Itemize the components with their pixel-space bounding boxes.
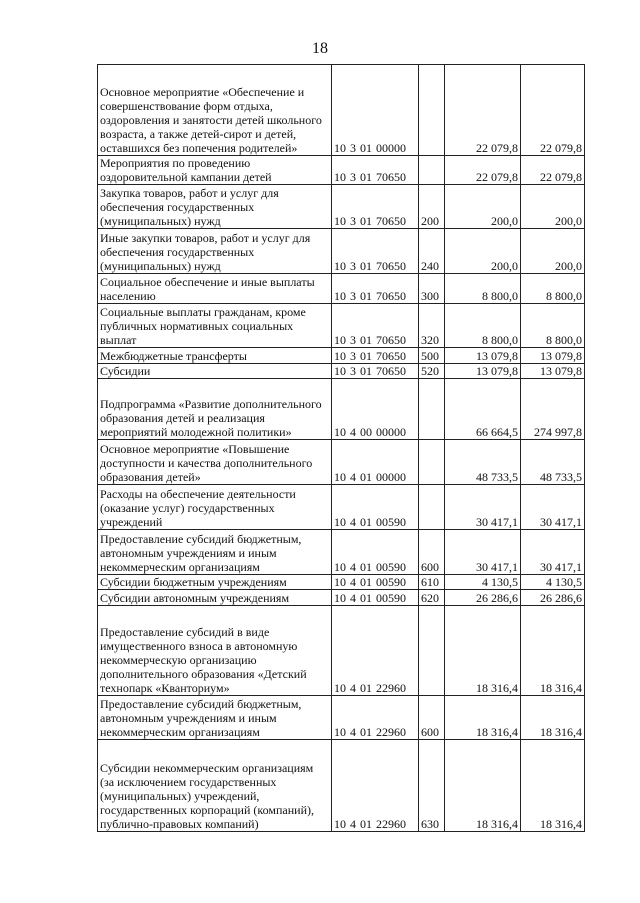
row-code: 10 3 01 70650 (332, 364, 419, 379)
row-name: Предоставление субсидий бюджетным, автономным учреждениям и иным некоммерческим организациям (98, 696, 332, 740)
row-name: Межбюджетные трансферты (98, 348, 332, 364)
row-amount-second: 30 417,1 (521, 485, 585, 530)
table-row (98, 304, 585, 348)
row-code: 10 4 01 00590 (332, 485, 419, 530)
row-amount-second: 4 130,5 (521, 575, 585, 590)
row-amount-first: 8 800,0 (445, 304, 521, 348)
row-amount-first: 18 316,4 (445, 740, 521, 832)
row-amount-second: 30 417,1 (521, 530, 585, 575)
row-code: 10 4 01 00590 (332, 575, 419, 590)
row-name: Закупка товаров, работ и услуг для обеспечения государственных (муниципальных) нужд (98, 185, 332, 229)
row-code: 10 3 01 00000 (332, 65, 419, 156)
row-name: Субсидии бюджетным учреждениям (98, 575, 332, 590)
row-amount-first: 22 079,8 (445, 156, 521, 185)
row-amount-second: 18 316,4 (521, 696, 585, 740)
table-row (98, 379, 585, 440)
table-row (98, 696, 585, 740)
row-amount-first: 48 733,5 (445, 440, 521, 485)
table-row (98, 590, 585, 606)
table-row (98, 65, 585, 156)
row-amount-second: 13 079,8 (521, 364, 585, 379)
row-code: 10 4 01 00590 (332, 590, 419, 606)
row-amount-second: 22 079,8 (521, 65, 585, 156)
row-expense-type: 600 (419, 530, 445, 575)
row-amount-second: 26 286,6 (521, 590, 585, 606)
row-amount-first: 200,0 (445, 185, 521, 229)
row-amount-second: 18 316,4 (521, 606, 585, 696)
row-name: Субсидии некоммерческим организациям (за исключением государственных (муниципальных) учреждений, государственных корпораций (компаний), публично-правовых компаний) (98, 740, 332, 832)
row-amount-first: 8 800,0 (445, 274, 521, 304)
row-code: 10 3 01 70650 (332, 348, 419, 364)
row-code: 10 4 01 22960 (332, 740, 419, 832)
row-expense-type: 520 (419, 364, 445, 379)
row-name: Субсидии автономным учреждениям (98, 590, 332, 606)
row-name: Основное мероприятие «Повышение доступности и качества дополнительного образования детей» (98, 440, 332, 485)
row-amount-first: 30 417,1 (445, 530, 521, 575)
row-amount-second: 8 800,0 (521, 274, 585, 304)
row-amount-second: 18 316,4 (521, 740, 585, 832)
row-code: 10 3 01 70650 (332, 274, 419, 304)
row-amount-second: 22 079,8 (521, 156, 585, 185)
table-row (98, 575, 585, 590)
row-amount-second: 274 997,8 (521, 379, 585, 440)
row-expense-type (419, 379, 445, 440)
table-row (98, 606, 585, 696)
row-expense-type: 320 (419, 304, 445, 348)
row-expense-type (419, 440, 445, 485)
row-name: Предоставление субсидий бюджетным, автономным учреждениям и иным некоммерческим организациям (98, 530, 332, 575)
row-name: Подпрограмма «Развитие дополнительного образования детей и реализация мероприятий молодежной политики» (98, 379, 332, 440)
table-row (98, 274, 585, 304)
row-name: Социальное обеспечение и иные выплаты населению (98, 274, 332, 304)
row-amount-first: 18 316,4 (445, 696, 521, 740)
row-amount-second: 8 800,0 (521, 304, 585, 348)
row-amount-first: 18 316,4 (445, 606, 521, 696)
table-row (98, 485, 585, 530)
row-expense-type: 600 (419, 696, 445, 740)
row-code: 10 4 01 22960 (332, 606, 419, 696)
table-row (98, 364, 585, 379)
row-expense-type (419, 156, 445, 185)
row-code: 10 4 01 00000 (332, 440, 419, 485)
table-row (98, 156, 585, 185)
row-amount-first: 4 130,5 (445, 575, 521, 590)
row-amount-second: 13 079,8 (521, 348, 585, 364)
row-code: 10 3 01 70650 (332, 304, 419, 348)
row-expense-type: 200 (419, 185, 445, 229)
table-row (98, 348, 585, 364)
row-name: Мероприятия по проведению оздоровительной кампании детей (98, 156, 332, 185)
row-code: 10 4 00 00000 (332, 379, 419, 440)
row-amount-first: 26 286,6 (445, 590, 521, 606)
table-row (98, 740, 585, 832)
row-name: Расходы на обеспечение деятельности (оказание услуг) государственных учреждений (98, 485, 332, 530)
row-expense-type: 500 (419, 348, 445, 364)
row-amount-first: 22 079,8 (445, 65, 521, 156)
row-name: Основное мероприятие «Обеспечение и совершенствование форм отдыха, оздоровления и занятости детей школьного возраста, а также детей-сирот и детей, оставшихся без попечения родителей» (98, 65, 332, 156)
row-expense-type: 610 (419, 575, 445, 590)
page-number: 18 (312, 40, 328, 57)
row-expense-type (419, 65, 445, 156)
row-code: 10 4 01 22960 (332, 696, 419, 740)
budget-table-body (98, 65, 585, 832)
row-amount-second: 48 733,5 (521, 440, 585, 485)
row-code: 10 3 01 70650 (332, 185, 419, 229)
row-name: Субсидии (98, 364, 332, 379)
row-amount-first: 13 079,8 (445, 364, 521, 379)
table-row (98, 530, 585, 575)
row-amount-first: 66 664,5 (445, 379, 521, 440)
table-row (98, 440, 585, 485)
row-code: 10 3 01 70650 (332, 229, 419, 274)
row-expense-type: 620 (419, 590, 445, 606)
row-amount-first: 30 417,1 (445, 485, 521, 530)
budget-table (97, 64, 585, 832)
row-amount-second: 200,0 (521, 229, 585, 274)
row-name: Социальные выплаты гражданам, кроме публичных нормативных социальных выплат (98, 304, 332, 348)
row-expense-type: 240 (419, 229, 445, 274)
row-expense-type: 630 (419, 740, 445, 832)
table-row (98, 229, 585, 274)
row-amount-first: 13 079,8 (445, 348, 521, 364)
row-amount-second: 200,0 (521, 185, 585, 229)
row-code: 10 3 01 70650 (332, 156, 419, 185)
row-expense-type (419, 485, 445, 530)
row-name: Предоставление субсидий в виде имущественного взноса в автономную некоммерческую организацию дополнительного образования «Детский технопарк «Кванториум» (98, 606, 332, 696)
row-expense-type (419, 606, 445, 696)
row-name: Иные закупки товаров, работ и услуг для обеспечения государственных (муниципальных) нужд (98, 229, 332, 274)
row-code: 10 4 01 00590 (332, 530, 419, 575)
row-expense-type: 300 (419, 274, 445, 304)
row-amount-first: 200,0 (445, 229, 521, 274)
table-row (98, 185, 585, 229)
